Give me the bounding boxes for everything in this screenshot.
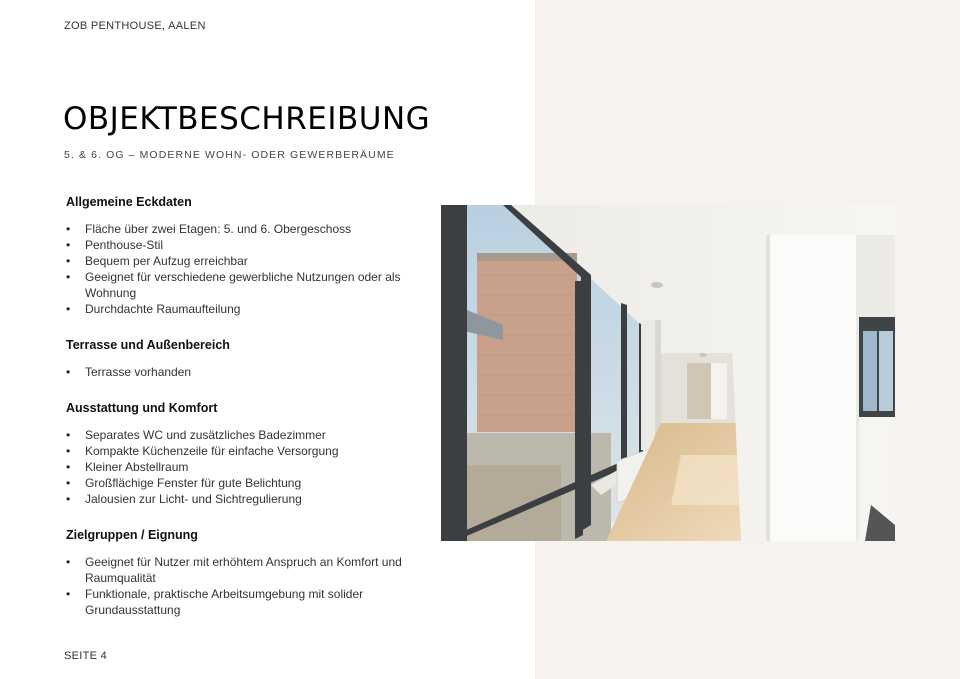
section-heading: Allgemeine Eckdaten <box>66 195 192 209</box>
list-item: • Fläche über zwei Etagen: 5. und 6. Obergeschoss <box>66 221 426 237</box>
page-subtitle: 5. & 6. OG – MODERNE WOHN- ODER GEWERBERÄUME <box>64 149 395 161</box>
section-heading: Terrasse und Außenbereich <box>66 338 230 352</box>
bullet-list <box>66 221 426 317</box>
list-item: • Kompakte Küchenzeile für einfache Versorgung <box>66 443 426 459</box>
section-equipment <box>66 401 426 507</box>
list-item: • Kleiner Abstellraum <box>66 459 426 475</box>
bullet-list <box>66 427 426 507</box>
section-target-groups <box>66 528 426 618</box>
list-item: • Separates WC und zusätzliches Badezimmer <box>66 427 426 443</box>
description-content <box>66 195 426 618</box>
list-item: • Penthouse-Stil <box>66 237 426 253</box>
document-header-label: ZOB PENTHOUSE, AALEN <box>64 20 206 32</box>
interior-photo-illustration <box>441 205 895 541</box>
page-title: OBJEKTBESCHREIBUNG <box>63 101 431 137</box>
list-item: • Jalousien zur Licht- und Sichtregulierung <box>66 491 426 507</box>
section-heading: Zielgruppen / Eignung <box>66 528 198 542</box>
section-terrace <box>66 338 426 380</box>
list-item: • Geeignet für verschiedene gewerbliche Nutzungen oder als Wohnung <box>66 269 426 301</box>
list-item: • Geeignet für Nutzer mit erhöhtem Anspruch an Komfort und Raumqualität <box>66 554 426 586</box>
section-general-data <box>66 195 426 317</box>
list-item: • Durchdachte Raumaufteilung <box>66 301 426 317</box>
bullet-list <box>66 364 426 380</box>
page-number: SEITE 4 <box>64 650 108 662</box>
list-item: • Terrasse vorhanden <box>66 364 426 380</box>
bullet-list <box>66 554 426 618</box>
interior-photo <box>441 205 895 541</box>
section-heading: Ausstattung und Komfort <box>66 401 218 415</box>
list-item: • Bequem per Aufzug erreichbar <box>66 253 426 269</box>
list-item: • Funktionale, praktische Arbeitsumgebung mit solider Grundausstattung <box>66 586 426 618</box>
list-item: • Großflächige Fenster für gute Belichtung <box>66 475 426 491</box>
